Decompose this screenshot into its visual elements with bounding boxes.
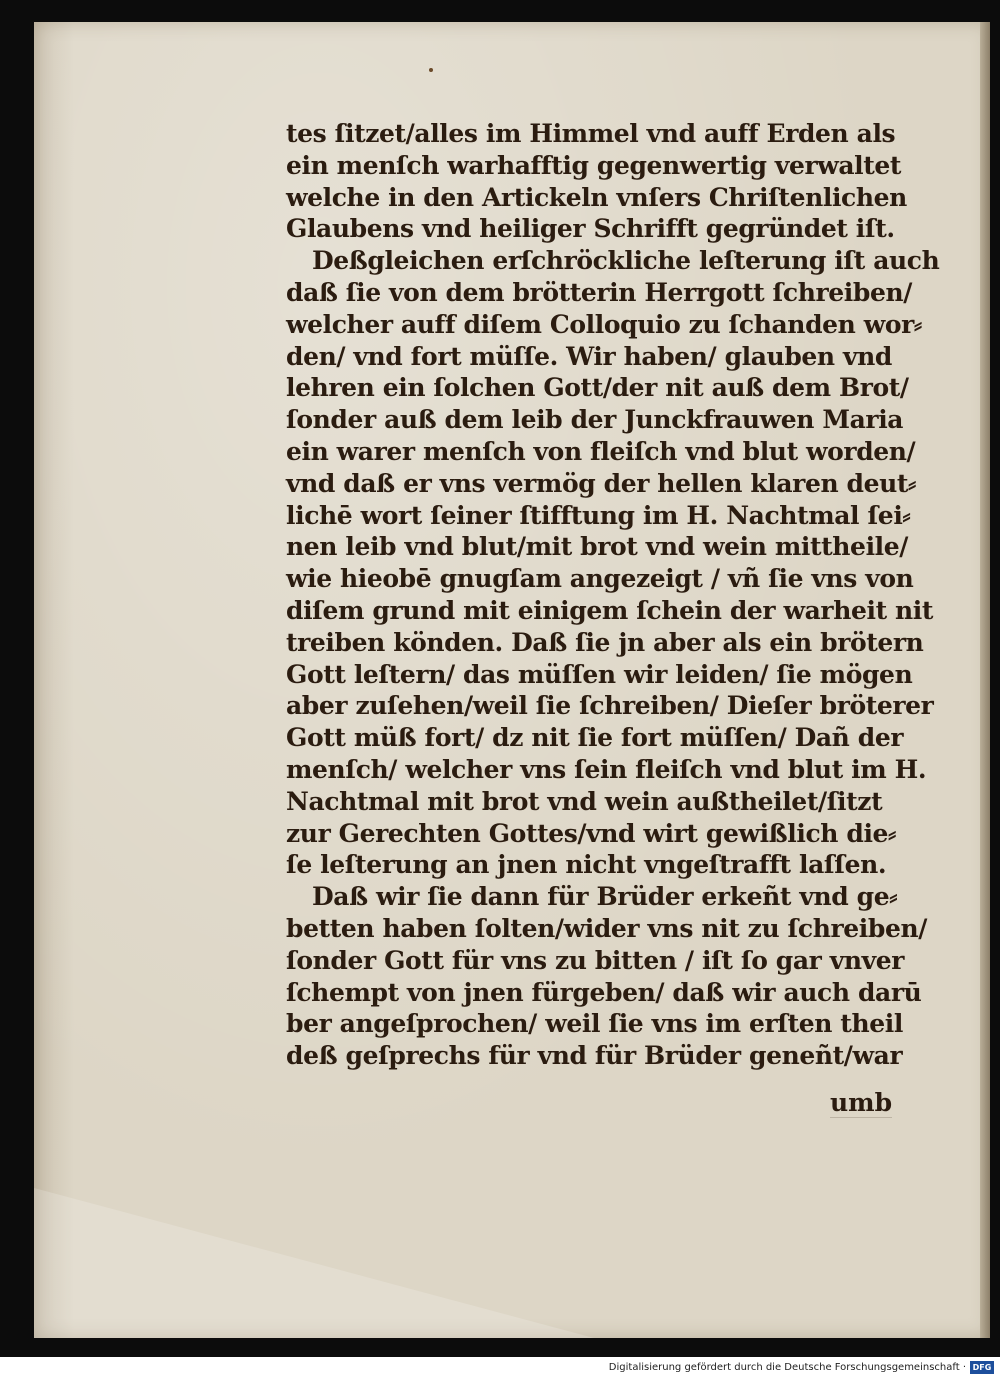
text-line: Gott müß fort/ dz nit ſie fort müſſen/ Dañ der (286, 723, 904, 753)
text-line: den/ vnd fort müſſe. Wir haben/ glauben vnd (286, 341, 892, 371)
text-line: betten haben ſolten/wider vns nit zu ſchreiben/ (286, 913, 927, 943)
text-line: Gott leſtern/ das müſſen wir leiden/ ſie mögen (286, 659, 913, 689)
text-line: vnd daß er vns vermög der hellen klaren deut⸗ (286, 468, 916, 498)
text-line: menſch/ welcher vns ſein fleiſch vnd blut im H. (286, 754, 927, 784)
text-line: Daß wir ſie dann für Brüder erkeñt vnd ge⸗ (312, 882, 898, 912)
text-line: ein warer menſch von fleiſch vnd blut worden/ (286, 436, 916, 466)
text-line: ſonder Gott für vns zu bitten / iſt ſo gar vnver (286, 945, 905, 975)
text-line: Nachtmal mit brot vnd wein außtheilet/ſitzt (286, 786, 883, 816)
text-line: welche in den Artickeln vnſers Chriſtenlichen (286, 182, 907, 212)
text-line: ſe leſterung an jnen nicht vngeſtrafft laſſen. (286, 850, 887, 880)
text-line: lehren ein ſolchen Gott/der nit auß dem Brot/ (286, 373, 909, 403)
text-line: zur Gerechten Gottes/vnd wirt gewißlich die⸗ (286, 818, 896, 848)
text-line: diſem grund mit einigem ſchein der warheit nit (286, 595, 934, 625)
text-line: Glaubens vnd heiliger Schrifft gegründet iſt. (286, 214, 895, 244)
text-line: Deßgleichen erſchröckliche leſterung iſt auch (312, 246, 940, 276)
footer-bar (0, 1357, 1000, 1380)
text-line: treiben könden. Daß ſie jn aber als ein brötern (286, 627, 924, 657)
text-line: welcher auff diſem Colloquio zu ſchanden wor⸗ (286, 309, 922, 339)
text-line: ſchempt von jnen fürgeben/ daß wir auch darū (286, 977, 922, 1007)
text-line: nen leib vnd blut/mit brot vnd wein mittheile/ (286, 532, 908, 562)
text-line: tes ſitzet/alles im Himmel vnd auff Erden als (286, 119, 896, 148)
funding-credit: Digitalisierung gefördert durch die Deutsche Forschungsgemeinschaft · (608, 1362, 966, 1373)
text-line: deß geſprechs für vnd für Brüder geneñt/war (286, 1041, 903, 1071)
body-text (286, 118, 940, 1072)
text-line: daß ſie von dem brötterin Herrgott ſchreiben/ (286, 277, 912, 307)
text-line: ſonder auß dem leib der Junckfrauwen Maria (286, 405, 904, 435)
page-fold-shadow (34, 1188, 594, 1338)
catchword: umb (830, 1088, 893, 1117)
text-line: lichē wort ſeiner ſtifftung im H. Nachtmal ſei⸗ (286, 500, 911, 530)
ink-speck (429, 68, 433, 72)
dfg-logo-icon: DFG (970, 1361, 994, 1374)
page-edge (980, 22, 990, 1338)
text-line: aber zuſehen/weil ſie ſchreiben/ Dieſer bröterer (286, 691, 934, 721)
text-line: ber angeſprochen/ weil ſie vns im erſten theil (286, 1009, 903, 1039)
text-line: wie hieobē gnugſam angezeigt / vñ ſie vns von (286, 564, 914, 594)
text-line: ein menſch warhafftig gegenwertig verwaltet (286, 150, 902, 180)
